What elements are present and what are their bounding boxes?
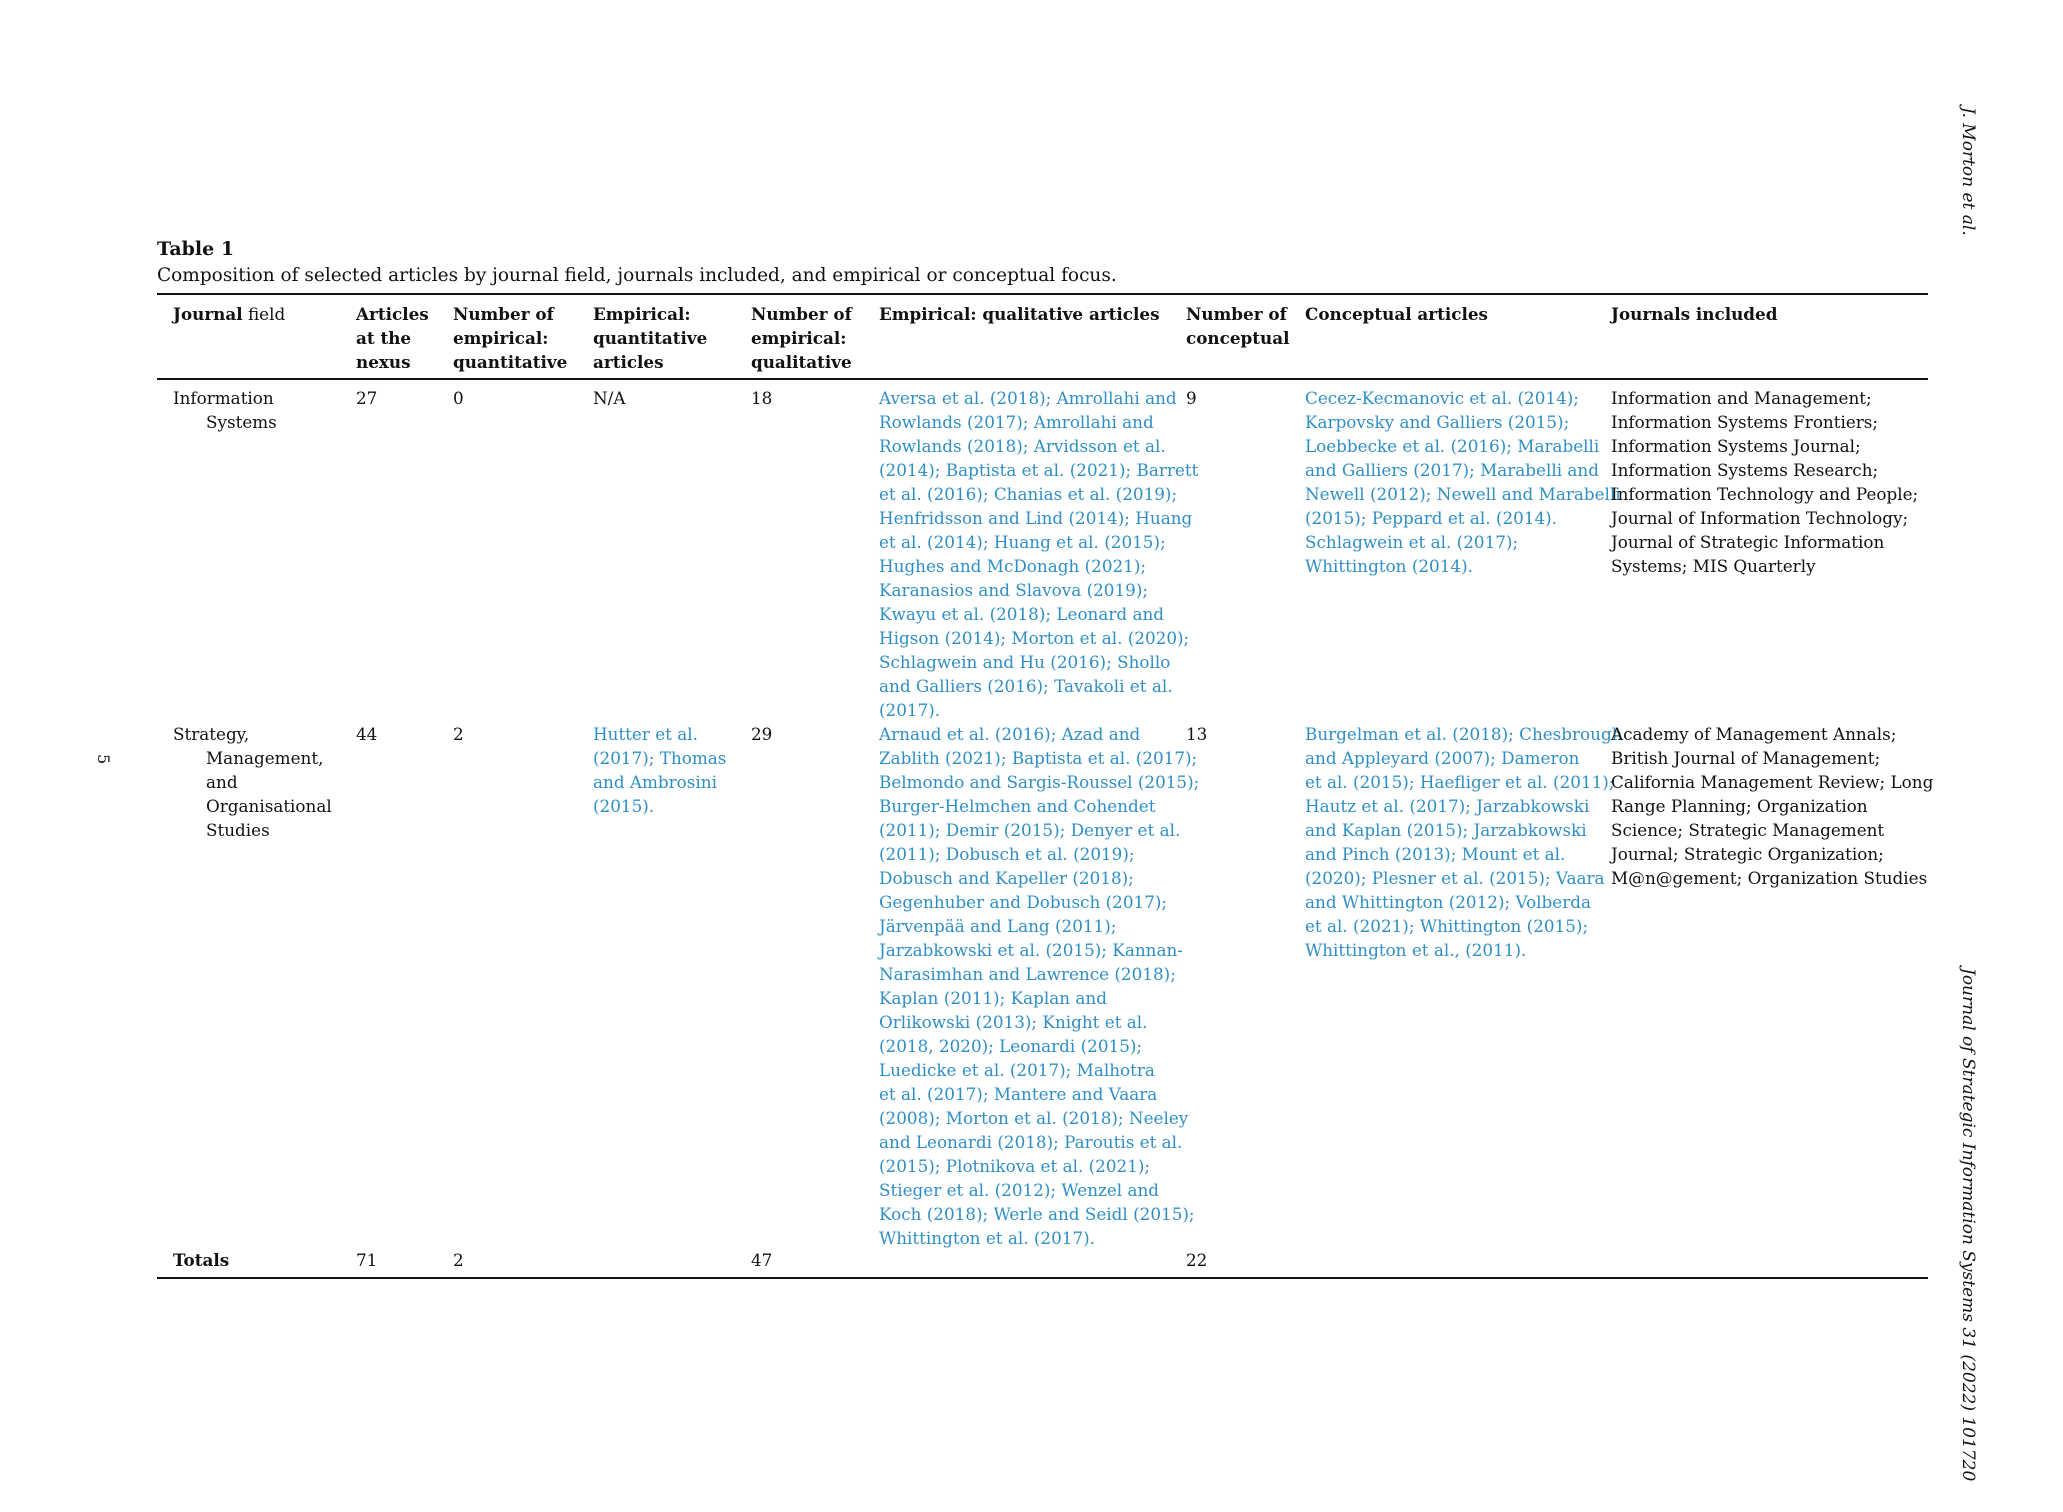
cell-line: Rowlands (2018); Arvidsson et al. [879, 436, 1166, 456]
header-journal-field [173, 302, 285, 326]
cell-line: M@n@gement; Organization Studies [1611, 868, 1928, 888]
totals-nexus: 71 [356, 1250, 378, 1270]
row-smos-journals [1611, 722, 1933, 890]
cell-line: Journal of Strategic Information [1611, 532, 1885, 552]
row-smos-emp-quant-articles [593, 722, 726, 818]
running-head-authors: J. Morton et al. [1958, 107, 1978, 236]
cell-line: Rowlands (2017); Amrollahi and [879, 412, 1154, 432]
cell-line: Information Systems Journal; [1611, 436, 1861, 456]
header-line: Number of [453, 304, 554, 324]
cell-line: Kaplan (2011); Kaplan and [879, 988, 1107, 1008]
cell-line: Dobusch and Kapeller (2018); [879, 868, 1134, 888]
cell-line: and Ambrosini [593, 772, 717, 792]
cell-line: Gegenhuber and Dobusch (2017); [879, 892, 1168, 912]
totals-emp-qual-num: 47 [751, 1250, 773, 1270]
cell-line: Whittington et al., (2011). [1305, 940, 1527, 960]
row-is-journals [1611, 386, 1918, 578]
cell-line: Information Technology and People; [1611, 484, 1919, 504]
cell-line: Hautz et al. (2017); Jarzabkowski [1305, 796, 1590, 816]
row-smos-emp-qual-num: 29 [751, 724, 773, 744]
totals-label: Totals [173, 1250, 230, 1270]
header-number-conceptual [1186, 302, 1289, 350]
header-line: at the [356, 328, 412, 348]
cell-line: Hughes and McDonagh (2021); [879, 556, 1147, 576]
row-smos-conceptual-articles [1305, 722, 1623, 962]
field-line: Management, [206, 748, 324, 768]
header-line: articles [593, 352, 664, 372]
cell-line: and Pinch (2013); Mount et al. [1305, 844, 1566, 864]
field-line: Systems [206, 412, 277, 432]
cell-line: Burger-Helmchen and Cohendet [879, 796, 1156, 816]
cell-line: et al. (2017); Mantere and Vaara [879, 1084, 1158, 1104]
cell-line: Academy of Management Annals; [1611, 724, 1897, 744]
header-journals-included: Journals included [1611, 304, 1778, 324]
field-line: Strategy, [173, 724, 250, 744]
cell-line: Information Systems Frontiers; [1611, 412, 1879, 432]
cell-line: Journal; Strategic Organization; [1611, 844, 1884, 864]
row-is-emp-qual-articles [879, 386, 1198, 722]
row-is-emp-qual-num: 18 [751, 388, 773, 408]
cell-line: Range Planning; Organization [1611, 796, 1868, 816]
cell-line: and Kaplan (2015); Jarzabkowski [1305, 820, 1587, 840]
row-is-conceptual-articles [1305, 386, 1621, 578]
cell-line: Aversa et al. (2018); Amrollahi and [879, 388, 1177, 408]
row-is-nexus: 27 [356, 388, 378, 408]
field-line: Information [173, 388, 274, 408]
row-is-emp-quant-articles: N/A [593, 388, 626, 408]
header-empirical-quantitative-articles [593, 302, 707, 374]
header-empirical-qualitative-articles: Empirical: qualitative articles [879, 304, 1160, 324]
cell-line: Journal of Information Technology; [1611, 508, 1909, 528]
cell-line: (2011); Demir (2015); Denyer et al. [879, 820, 1181, 840]
table-bottom-rule [157, 1277, 1928, 1279]
cell-line: Science; Strategic Management [1611, 820, 1885, 840]
cell-line: (2014); Baptista et al. (2021); Barrett [879, 460, 1199, 480]
cell-line: Information and Management; [1611, 388, 1872, 408]
totals-emp-quant-num: 2 [453, 1250, 464, 1270]
cell-line: British Journal of Management; [1611, 748, 1881, 768]
row-smos-nexus: 44 [356, 724, 378, 744]
cell-line: Whittington (2014). [1305, 556, 1473, 576]
cell-line: Jarzabkowski et al. (2015); Kannan- [879, 940, 1183, 960]
cell-line: Orlikowski (2013); Knight et al. [879, 1012, 1148, 1032]
header-line: qualitative [751, 352, 852, 372]
cell-line: (2011); Dobusch et al. (2019); [879, 844, 1135, 864]
cell-line: and Galliers (2017); Marabelli and [1305, 460, 1599, 480]
cell-line: Luedicke et al. (2017); Malhotra [879, 1060, 1155, 1080]
header-articles-nexus [356, 302, 429, 374]
row-smos-emp-qual-articles [879, 722, 1199, 1250]
cell-line: Loebbecke et al. (2016); Marabelli [1305, 436, 1600, 456]
cell-line: Kwayu et al. (2018); Leonard and [879, 604, 1165, 624]
header-line: quantitative [593, 328, 708, 348]
cell-line: Järvenpää and Lang (2011); [879, 916, 1117, 936]
header-line: Number of [751, 304, 852, 324]
cell-line: Schlagwein and Hu (2016); Shollo [879, 652, 1171, 672]
cell-line: (2020); Plesner et al. (2015); Vaara [1305, 868, 1605, 888]
header-number-empirical-qualitative [751, 302, 852, 374]
cell-line: Arnaud et al. (2016); Azad and [879, 724, 1141, 744]
cell-line: Karpovsky and Galliers (2015); [1305, 412, 1570, 432]
header-line: Empirical: [593, 304, 691, 324]
cell-line: (2015). [593, 796, 655, 816]
cell-line: Hutter et al. [593, 724, 698, 744]
cell-line: California Management Review; Long [1611, 772, 1934, 792]
cell-line: (2008); Morton et al. (2018); Neeley [879, 1108, 1189, 1128]
field-line: Organisational [206, 796, 332, 816]
header-line: Number of [1186, 304, 1287, 324]
table-caption: Composition of selected articles by journal field, journals included, and empirical or conceptual focus. [157, 265, 1117, 286]
cell-line: (2015); Plotnikova et al. (2021); [879, 1156, 1151, 1176]
cell-line: Belmondo and Sargis-Roussel (2015); [879, 772, 1200, 792]
cell-line: (2015); Peppard et al. (2014). [1305, 508, 1558, 528]
page-number: 5 [94, 754, 113, 765]
totals-conceptual-num: 22 [1186, 1250, 1208, 1270]
header-line: conceptual [1186, 328, 1290, 348]
cell-line: Henfridsson and Lind (2014); Huang [879, 508, 1193, 528]
row-is-conceptual-num: 9 [1186, 388, 1197, 408]
field-line: and [206, 772, 238, 792]
cell-line: and Whittington (2012); Volberda [1305, 892, 1591, 912]
cell-line: Karanasios and Slavova (2019); [879, 580, 1149, 600]
header-journal-field-bold: Journal [173, 304, 243, 324]
header-line: empirical: [751, 328, 847, 348]
cell-line: Stieger et al. (2012); Wenzel and [879, 1180, 1160, 1200]
cell-line: (2018, 2020); Leonardi (2015); [879, 1036, 1143, 1056]
row-is-emp-quant-num: 0 [453, 388, 464, 408]
table-header-rule [157, 378, 1928, 380]
cell-line: et al. (2014); Huang et al. (2015); [879, 532, 1166, 552]
cell-line: Zablith (2021); Baptista et al. (2017); [879, 748, 1198, 768]
cell-line: (2017); Thomas [593, 748, 727, 768]
cell-line: Koch (2018); Werle and Seidl (2015); [879, 1204, 1195, 1224]
cell-line: Newell (2012); Newell and Marabelli [1305, 484, 1621, 504]
table-top-rule [157, 293, 1928, 295]
header-line: empirical: [453, 328, 549, 348]
field-line: Studies [206, 820, 270, 840]
cell-line: et al. (2016); Chanias et al. (2019); [879, 484, 1178, 504]
cell-line: Narasimhan and Lawrence (2018); [879, 964, 1176, 984]
header-journal-field-rest: field [242, 304, 286, 324]
header-conceptual-articles: Conceptual articles [1305, 304, 1488, 324]
header-line: Articles [356, 304, 429, 324]
row-is-field [173, 386, 277, 434]
row-smos-field [173, 722, 332, 842]
row-smos-emp-quant-num: 2 [453, 724, 464, 744]
cell-line: Higson (2014); Morton et al. (2020); [879, 628, 1190, 648]
table-label: Table 1 [157, 238, 235, 260]
cell-line: et al. (2015); Haefliger et al. (2011); [1305, 772, 1615, 792]
cell-line: Schlagwein et al. (2017); [1305, 532, 1519, 552]
cell-line: and Galliers (2016); Tavakoli et al. [879, 676, 1173, 696]
cell-line: Systems; MIS Quarterly [1611, 556, 1816, 576]
cell-line: et al. (2021); Whittington (2015); [1305, 916, 1589, 936]
cell-line: and Leonardi (2018); Paroutis et al. [879, 1132, 1183, 1152]
cell-line: and Appleyard (2007); Dameron [1305, 748, 1580, 768]
cell-line: (2017). [879, 700, 941, 720]
running-head-journal: Journal of Strategic Information Systems 31 (2022) 101720 [1958, 968, 1978, 1482]
cell-line: Burgelman et al. (2018); Chesbrough [1305, 724, 1623, 744]
cell-line: Whittington et al. (2017). [879, 1228, 1096, 1248]
header-number-empirical-quantitative [453, 302, 567, 374]
row-smos-conceptual-num: 13 [1186, 724, 1208, 744]
cell-line: Information Systems Research; [1611, 460, 1879, 480]
header-line: nexus [356, 352, 411, 372]
cell-line: Cecez-Kecmanovic et al. (2014); [1305, 388, 1579, 408]
header-line: quantitative [453, 352, 568, 372]
